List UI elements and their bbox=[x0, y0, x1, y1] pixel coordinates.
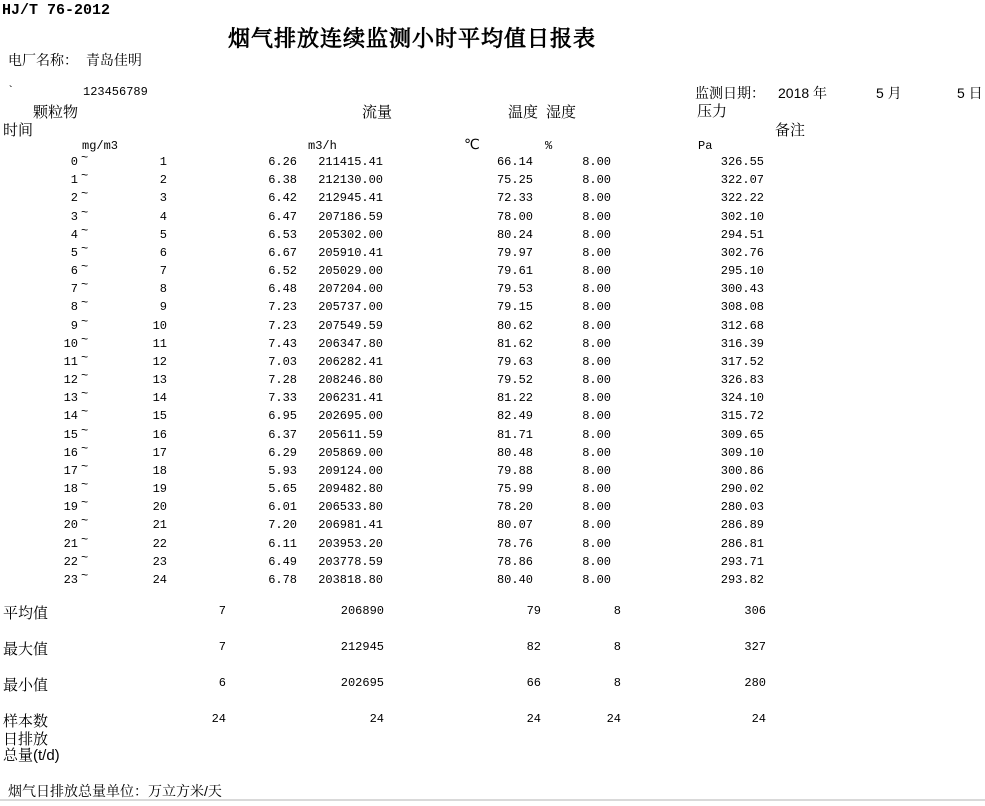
summary-cell-flow: 212945 bbox=[340, 640, 384, 654]
cell-flow: 206981.41 bbox=[318, 518, 383, 532]
cell-from: 16 bbox=[63, 446, 78, 460]
unit-flow: m3/h bbox=[308, 139, 337, 153]
cell-hum: 8.00 bbox=[582, 409, 611, 423]
cell-hum: 8.00 bbox=[582, 500, 611, 514]
summary-row-label: 最大值 bbox=[3, 641, 49, 658]
cell-pres: 286.89 bbox=[720, 518, 764, 532]
cell-to: 18 bbox=[152, 464, 167, 478]
summary-cell-pres: 306 bbox=[744, 604, 766, 618]
cell-from: 1 bbox=[70, 173, 78, 187]
column-header-time: 时间 bbox=[3, 122, 34, 139]
range-tilde-icon: ~ bbox=[81, 315, 89, 329]
daily-emission-label: 日排放 bbox=[3, 731, 49, 748]
cell-from: 18 bbox=[63, 482, 78, 496]
summary-cell-pres: 327 bbox=[744, 640, 766, 654]
plant-name-value: 青岛佳明 bbox=[85, 52, 142, 68]
summary-cell-dust: 7 bbox=[218, 604, 226, 618]
cell-flow: 205302.00 bbox=[318, 228, 383, 242]
unit-humidity: % bbox=[545, 139, 553, 153]
range-tilde-icon: ~ bbox=[81, 514, 89, 528]
column-header-dust: 颗粒物 bbox=[33, 104, 79, 121]
cell-from: 12 bbox=[63, 373, 78, 387]
cell-dust: 6.38 bbox=[268, 173, 297, 187]
table-row bbox=[0, 351, 985, 373]
cell-dust: 7.33 bbox=[268, 391, 297, 405]
cell-to: 7 bbox=[159, 264, 167, 278]
cell-flow: 203818.80 bbox=[318, 573, 383, 587]
cell-flow: 203778.59 bbox=[318, 555, 383, 569]
cell-temp: 79.53 bbox=[496, 282, 533, 296]
cell-pres: 302.10 bbox=[720, 210, 764, 224]
summary-cell-temp: 82 bbox=[526, 640, 541, 654]
table-row bbox=[0, 569, 985, 591]
summary-cell-flow: 202695 bbox=[340, 676, 384, 690]
table-row bbox=[0, 206, 985, 228]
cell-pres: 326.55 bbox=[720, 155, 764, 169]
cell-flow: 202695.00 bbox=[318, 409, 383, 423]
range-tilde-icon: ~ bbox=[81, 169, 89, 183]
cell-to: 11 bbox=[152, 337, 167, 351]
cell-from: 8 bbox=[70, 300, 78, 314]
table-row bbox=[0, 369, 985, 391]
cell-hum: 8.00 bbox=[582, 228, 611, 242]
cell-temp: 81.71 bbox=[496, 428, 533, 442]
summary-cell-temp: 66 bbox=[526, 676, 541, 690]
cell-to: 4 bbox=[159, 210, 167, 224]
cell-dust: 6.49 bbox=[268, 555, 297, 569]
cell-to: 9 bbox=[159, 300, 167, 314]
summary-cell-dust: 24 bbox=[211, 712, 226, 726]
table-row bbox=[0, 169, 985, 191]
range-tilde-icon: ~ bbox=[81, 278, 89, 292]
serial-number: 123456789 bbox=[83, 85, 148, 99]
summary-cell-flow: 206890 bbox=[340, 604, 384, 618]
cell-hum: 8.00 bbox=[582, 191, 611, 205]
cell-hum: 8.00 bbox=[582, 555, 611, 569]
cell-pres: 324.10 bbox=[720, 391, 764, 405]
cell-to: 12 bbox=[152, 355, 167, 369]
cell-flow: 207204.00 bbox=[318, 282, 383, 296]
cell-hum: 8.00 bbox=[582, 518, 611, 532]
summary-row-label: 样本数 bbox=[3, 713, 49, 730]
cell-pres: 294.51 bbox=[720, 228, 764, 242]
cell-dust: 6.95 bbox=[268, 409, 297, 423]
cell-temp: 80.07 bbox=[496, 518, 533, 532]
cell-pres: 326.83 bbox=[720, 373, 764, 387]
table-row bbox=[0, 460, 985, 482]
cell-to: 13 bbox=[152, 373, 167, 387]
cell-temp: 79.15 bbox=[496, 300, 533, 314]
cell-hum: 8.00 bbox=[582, 355, 611, 369]
cell-flow: 209482.80 bbox=[318, 482, 383, 496]
column-header-pressure: 压力 bbox=[697, 103, 728, 120]
report-title: 烟气排放连续监测小时平均值日报表 bbox=[228, 26, 597, 51]
cell-pres: 316.39 bbox=[720, 337, 764, 351]
cell-dust: 6.67 bbox=[268, 246, 297, 260]
cell-flow: 205737.00 bbox=[318, 300, 383, 314]
range-tilde-icon: ~ bbox=[81, 206, 89, 220]
table-row bbox=[0, 533, 985, 555]
column-header-remark: 备注 bbox=[775, 122, 806, 139]
plant-name-label: 电厂名称： bbox=[8, 52, 78, 68]
cell-from: 15 bbox=[63, 428, 78, 442]
cell-hum: 8.00 bbox=[582, 446, 611, 460]
cell-flow: 207186.59 bbox=[318, 210, 383, 224]
range-tilde-icon: ~ bbox=[81, 387, 89, 401]
cell-dust: 7.20 bbox=[268, 518, 297, 532]
table-row bbox=[0, 551, 985, 573]
unit-temp: ℃ bbox=[464, 136, 480, 152]
summary-cell-dust: 7 bbox=[218, 640, 226, 654]
column-header-humidity: 湿度 bbox=[546, 104, 577, 121]
cell-hum: 8.00 bbox=[582, 573, 611, 587]
cell-from: 10 bbox=[63, 337, 78, 351]
summary-cell-hum: 8 bbox=[613, 640, 621, 654]
cell-to: 8 bbox=[159, 282, 167, 296]
cell-temp: 66.14 bbox=[496, 155, 533, 169]
cell-hum: 8.00 bbox=[582, 173, 611, 187]
cell-temp: 81.22 bbox=[496, 391, 533, 405]
cell-to: 17 bbox=[152, 446, 167, 460]
cell-temp: 72.33 bbox=[496, 191, 533, 205]
cell-to: 22 bbox=[152, 537, 167, 551]
cell-flow: 212945.41 bbox=[318, 191, 383, 205]
cell-temp: 78.86 bbox=[496, 555, 533, 569]
range-tilde-icon: ~ bbox=[81, 496, 89, 510]
cell-hum: 8.00 bbox=[582, 464, 611, 478]
cell-hum: 8.00 bbox=[582, 391, 611, 405]
cell-temp: 78.00 bbox=[496, 210, 533, 224]
cell-pres: 290.02 bbox=[720, 482, 764, 496]
table-row bbox=[0, 405, 985, 427]
cell-from: 3 bbox=[70, 210, 78, 224]
cell-from: 5 bbox=[70, 246, 78, 260]
cell-dust: 7.43 bbox=[268, 337, 297, 351]
cell-pres: 293.82 bbox=[720, 573, 764, 587]
range-tilde-icon: ~ bbox=[81, 405, 89, 419]
summary-row bbox=[0, 712, 985, 730]
cell-pres: 308.08 bbox=[720, 300, 764, 314]
bottom-divider bbox=[0, 799, 985, 801]
table-row bbox=[0, 514, 985, 536]
cell-dust: 5.65 bbox=[268, 482, 297, 496]
cell-flow: 205029.00 bbox=[318, 264, 383, 278]
cell-pres: 295.10 bbox=[720, 264, 764, 278]
range-tilde-icon: ~ bbox=[81, 260, 89, 274]
cell-to: 15 bbox=[152, 409, 167, 423]
cell-pres: 293.71 bbox=[720, 555, 764, 569]
unit-dust: mg/m3 bbox=[82, 139, 119, 153]
cell-dust: 6.11 bbox=[268, 537, 297, 551]
cell-flow: 206231.41 bbox=[318, 391, 383, 405]
cell-pres: 317.52 bbox=[720, 355, 764, 369]
cell-from: 20 bbox=[63, 518, 78, 532]
table-row bbox=[0, 387, 985, 409]
cell-to: 2 bbox=[159, 173, 167, 187]
footer-note: 烟气日排放总量单位：万立方米/天 bbox=[8, 783, 222, 799]
range-tilde-icon: ~ bbox=[81, 242, 89, 256]
cell-temp: 79.88 bbox=[496, 464, 533, 478]
cell-flow: 208246.80 bbox=[318, 373, 383, 387]
cell-dust: 7.23 bbox=[268, 300, 297, 314]
summary-cell-dust: 6 bbox=[218, 676, 226, 690]
range-tilde-icon: ~ bbox=[81, 369, 89, 383]
table-row bbox=[0, 187, 985, 209]
monitor-date-year: 2018 年 bbox=[778, 85, 828, 101]
column-header-flow: 流量 bbox=[362, 104, 393, 121]
cell-temp: 80.62 bbox=[496, 319, 533, 333]
cell-pres: 286.81 bbox=[720, 537, 764, 551]
cell-from: 9 bbox=[70, 319, 78, 333]
cell-from: 4 bbox=[70, 228, 78, 242]
summary-cell-hum: 8 bbox=[613, 676, 621, 690]
summary-row bbox=[0, 640, 985, 658]
cell-pres: 302.76 bbox=[720, 246, 764, 260]
cell-from: 11 bbox=[63, 355, 78, 369]
cell-hum: 8.00 bbox=[582, 264, 611, 278]
cell-hum: 8.00 bbox=[582, 282, 611, 296]
cell-temp: 75.25 bbox=[496, 173, 533, 187]
summary-cell-hum: 8 bbox=[613, 604, 621, 618]
range-tilde-icon: ~ bbox=[81, 224, 89, 238]
cell-dust: 6.26 bbox=[268, 155, 297, 169]
cell-dust: 6.48 bbox=[268, 282, 297, 296]
cell-hum: 8.00 bbox=[582, 319, 611, 333]
cell-flow: 207549.59 bbox=[318, 319, 383, 333]
cell-dust: 5.93 bbox=[268, 464, 297, 478]
cell-pres: 300.86 bbox=[720, 464, 764, 478]
monitor-date-day: 5 日 bbox=[957, 85, 983, 101]
cell-hum: 8.00 bbox=[582, 155, 611, 169]
cell-flow: 203953.20 bbox=[318, 537, 383, 551]
table-row bbox=[0, 151, 985, 173]
cell-from: 22 bbox=[63, 555, 78, 569]
cell-from: 6 bbox=[70, 264, 78, 278]
cell-hum: 8.00 bbox=[582, 482, 611, 496]
cell-dust: 6.53 bbox=[268, 228, 297, 242]
summary-row-label: 最小值 bbox=[3, 677, 49, 694]
table-row bbox=[0, 424, 985, 446]
cell-dust: 6.78 bbox=[268, 573, 297, 587]
cell-pres: 280.03 bbox=[720, 500, 764, 514]
summary-cell-temp: 24 bbox=[526, 712, 541, 726]
cell-to: 1 bbox=[159, 155, 167, 169]
summary-cell-pres: 280 bbox=[744, 676, 766, 690]
cell-dust: 6.42 bbox=[268, 191, 297, 205]
cell-flow: 205910.41 bbox=[318, 246, 383, 260]
range-tilde-icon: ~ bbox=[81, 187, 89, 201]
cell-flow: 206282.41 bbox=[318, 355, 383, 369]
range-tilde-icon: ~ bbox=[81, 478, 89, 492]
cell-dust: 7.03 bbox=[268, 355, 297, 369]
cell-to: 10 bbox=[152, 319, 167, 333]
cell-to: 19 bbox=[152, 482, 167, 496]
cell-temp: 79.61 bbox=[496, 264, 533, 278]
cell-hum: 8.00 bbox=[582, 373, 611, 387]
cell-flow: 205869.00 bbox=[318, 446, 383, 460]
cell-dust: 7.23 bbox=[268, 319, 297, 333]
cell-flow: 211415.41 bbox=[318, 155, 383, 169]
unit-pressure: Pa bbox=[698, 139, 713, 153]
cell-temp: 80.24 bbox=[496, 228, 533, 242]
cell-to: 24 bbox=[152, 573, 167, 587]
table-row bbox=[0, 496, 985, 518]
cell-temp: 75.99 bbox=[496, 482, 533, 496]
cell-pres: 309.10 bbox=[720, 446, 764, 460]
cell-hum: 8.00 bbox=[582, 300, 611, 314]
cell-pres: 315.72 bbox=[720, 409, 764, 423]
cell-from: 19 bbox=[63, 500, 78, 514]
range-tilde-icon: ~ bbox=[81, 333, 89, 347]
cell-temp: 80.48 bbox=[496, 446, 533, 460]
cell-temp: 81.62 bbox=[496, 337, 533, 351]
cell-temp: 79.63 bbox=[496, 355, 533, 369]
range-tilde-icon: ~ bbox=[81, 533, 89, 547]
cell-to: 16 bbox=[152, 428, 167, 442]
cell-to: 3 bbox=[159, 191, 167, 205]
cell-dust: 7.28 bbox=[268, 373, 297, 387]
summary-row bbox=[0, 676, 985, 694]
cell-from: 2 bbox=[70, 191, 78, 205]
cell-hum: 8.00 bbox=[582, 537, 611, 551]
cell-dust: 6.37 bbox=[268, 428, 297, 442]
cell-to: 5 bbox=[159, 228, 167, 242]
summary-row-label: 平均值 bbox=[3, 605, 49, 622]
tick-mark: ` bbox=[7, 84, 15, 98]
cell-to: 23 bbox=[152, 555, 167, 569]
monitor-date-label: 监测日期： bbox=[695, 85, 765, 101]
cell-flow: 206533.80 bbox=[318, 500, 383, 514]
standard-code: HJ/T 76-2012 bbox=[2, 2, 111, 19]
cell-from: 21 bbox=[63, 537, 78, 551]
cell-hum: 8.00 bbox=[582, 428, 611, 442]
cell-dust: 6.47 bbox=[268, 210, 297, 224]
cell-temp: 78.76 bbox=[496, 537, 533, 551]
table-row bbox=[0, 333, 985, 355]
cell-pres: 300.43 bbox=[720, 282, 764, 296]
cell-from: 14 bbox=[63, 409, 78, 423]
cell-flow: 212130.00 bbox=[318, 173, 383, 187]
cell-flow: 206347.80 bbox=[318, 337, 383, 351]
range-tilde-icon: ~ bbox=[81, 151, 89, 165]
summary-cell-pres: 24 bbox=[751, 712, 766, 726]
summary-row bbox=[0, 604, 985, 622]
range-tilde-icon: ~ bbox=[81, 569, 89, 583]
cell-to: 14 bbox=[152, 391, 167, 405]
table-row bbox=[0, 278, 985, 300]
cell-pres: 322.07 bbox=[720, 173, 764, 187]
range-tilde-icon: ~ bbox=[81, 551, 89, 565]
cell-temp: 80.40 bbox=[496, 573, 533, 587]
cell-temp: 79.97 bbox=[496, 246, 533, 260]
table-row bbox=[0, 442, 985, 464]
cell-temp: 82.49 bbox=[496, 409, 533, 423]
total-label: 总量(t/d) bbox=[3, 747, 60, 764]
cell-pres: 312.68 bbox=[720, 319, 764, 333]
cell-hum: 8.00 bbox=[582, 246, 611, 260]
cell-from: 23 bbox=[63, 573, 78, 587]
cell-pres: 322.22 bbox=[720, 191, 764, 205]
range-tilde-icon: ~ bbox=[81, 351, 89, 365]
table-row bbox=[0, 315, 985, 337]
table-row bbox=[0, 296, 985, 318]
monitor-date-month: 5 月 bbox=[876, 85, 902, 101]
table-row bbox=[0, 242, 985, 264]
table-row bbox=[0, 260, 985, 282]
cell-pres: 309.65 bbox=[720, 428, 764, 442]
cell-from: 17 bbox=[63, 464, 78, 478]
cell-to: 6 bbox=[159, 246, 167, 260]
plant-name-row bbox=[8, 50, 142, 70]
cell-temp: 78.20 bbox=[496, 500, 533, 514]
cell-hum: 8.00 bbox=[582, 337, 611, 351]
cell-flow: 209124.00 bbox=[318, 464, 383, 478]
table-row bbox=[0, 224, 985, 246]
summary-cell-flow: 24 bbox=[369, 712, 384, 726]
cell-from: 13 bbox=[63, 391, 78, 405]
cell-flow: 205611.59 bbox=[318, 428, 383, 442]
range-tilde-icon: ~ bbox=[81, 296, 89, 310]
summary-cell-hum: 24 bbox=[606, 712, 621, 726]
range-tilde-icon: ~ bbox=[81, 424, 89, 438]
cell-dust: 6.29 bbox=[268, 446, 297, 460]
cell-hum: 8.00 bbox=[582, 210, 611, 224]
cell-dust: 6.52 bbox=[268, 264, 297, 278]
range-tilde-icon: ~ bbox=[81, 460, 89, 474]
summary-cell-temp: 79 bbox=[526, 604, 541, 618]
table-row bbox=[0, 478, 985, 500]
cell-to: 20 bbox=[152, 500, 167, 514]
cell-to: 21 bbox=[152, 518, 167, 532]
cell-dust: 6.01 bbox=[268, 500, 297, 514]
cell-from: 7 bbox=[70, 282, 78, 296]
cell-temp: 79.52 bbox=[496, 373, 533, 387]
column-header-temp: 温度 bbox=[508, 104, 539, 121]
range-tilde-icon: ~ bbox=[81, 442, 89, 456]
cell-from: 0 bbox=[70, 155, 78, 169]
